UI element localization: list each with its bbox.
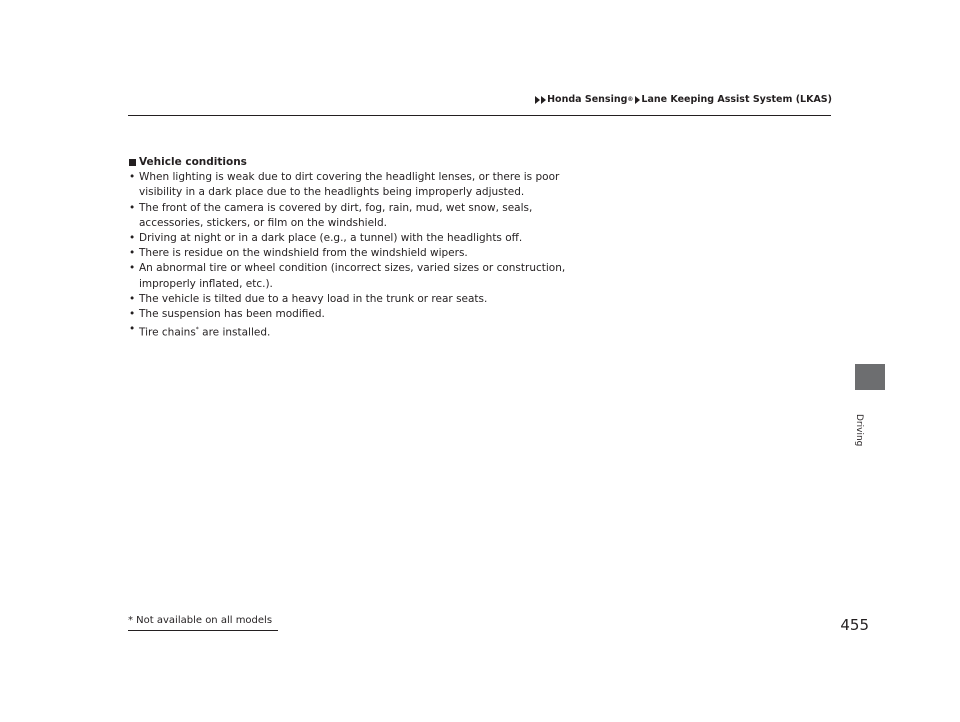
list-item: • The vehicle is tilted due to a heavy load in the trunk or rear seats. xyxy=(129,292,488,305)
list-item: • There is residue on the windshield from the windshield wipers. xyxy=(129,247,468,260)
list-item: • An abnormal tire or wheel condition (incorrect sizes, varied sizes or construction, improperly inflated, etc.). xyxy=(129,262,566,290)
list-item: • Driving at night or in a dark place (e.g., a tunnel) with the headlights off. xyxy=(129,232,523,245)
list-item: • When lighting is weak due to dirt covering the headlight lenses, or there is poor visibility in a dark place due to the headlights being improperly adjusted. xyxy=(129,171,560,199)
footnote-rule xyxy=(128,630,278,631)
breadcrumb-item-honda-sensing[interactable]: Honda Sensing xyxy=(547,94,628,105)
list-item: • The suspension has been modified. xyxy=(129,308,325,321)
chapter-tab[interactable] xyxy=(855,364,885,390)
breadcrumb-item-lkas[interactable]: Lane Keeping Assist System (LKAS) xyxy=(641,94,832,105)
section-heading-text: Vehicle conditions xyxy=(139,156,247,168)
arrow-icon xyxy=(635,96,640,104)
breadcrumb xyxy=(535,94,832,105)
arrow-icon xyxy=(541,96,546,104)
list-item: • Tire chains* are installed. xyxy=(129,323,271,339)
header-rule xyxy=(128,115,831,116)
main-content xyxy=(129,155,589,341)
page-number: 455 xyxy=(840,616,869,634)
footnote-text: Not available on all models xyxy=(133,615,273,626)
arrow-icon xyxy=(535,96,540,104)
footnote-reference[interactable]: * xyxy=(195,326,199,334)
registered-mark: ® xyxy=(627,96,634,103)
square-bullet-icon xyxy=(129,159,136,166)
chapter-label: Driving xyxy=(854,414,864,447)
bullet-list xyxy=(129,170,589,341)
section-heading xyxy=(129,155,589,170)
footnote xyxy=(128,615,272,626)
footnote-mark: * xyxy=(128,615,133,626)
list-item: • The front of the camera is covered by dirt, fog, rain, mud, wet snow, seals, accessories, stickers, or film on the windshield. xyxy=(129,201,533,229)
